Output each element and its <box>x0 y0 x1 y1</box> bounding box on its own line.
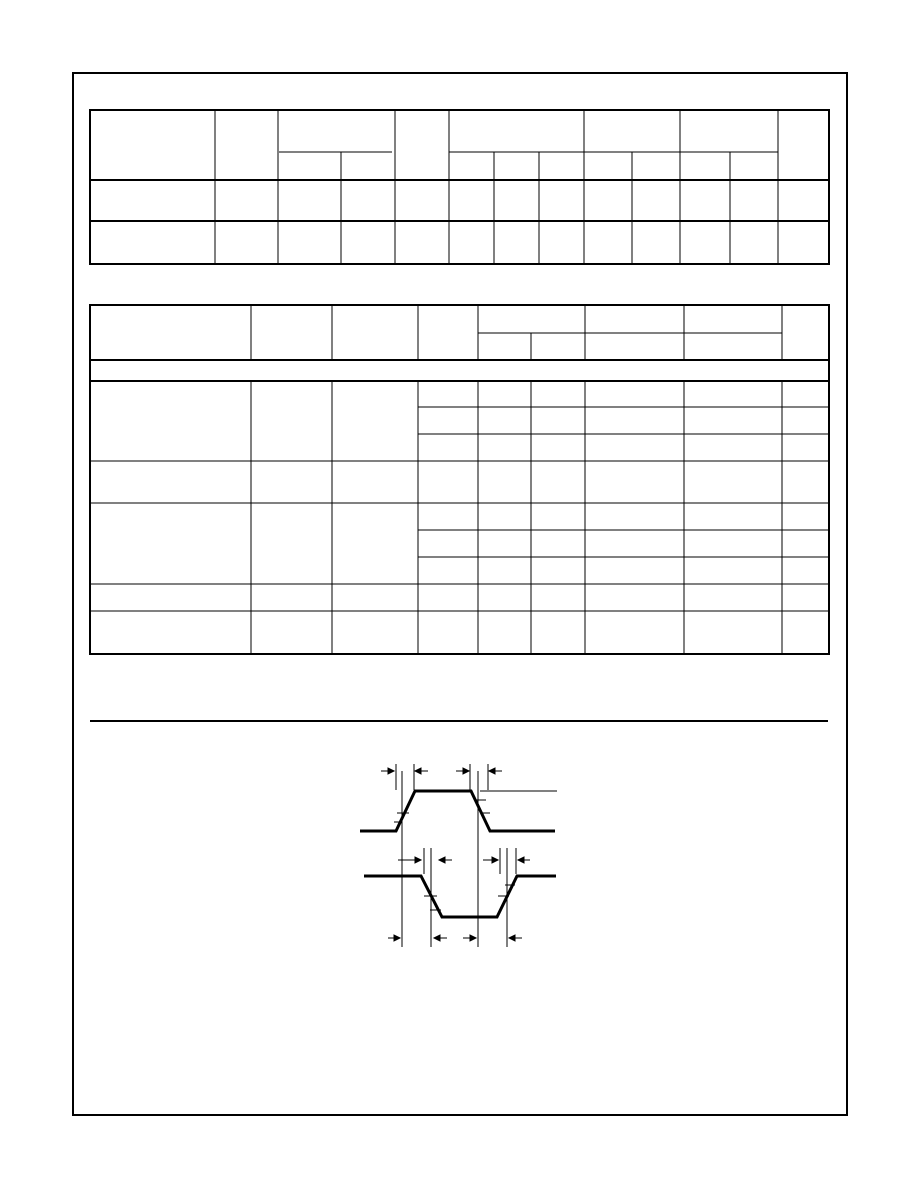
arrow-head <box>394 935 400 941</box>
top-waveform <box>360 791 555 831</box>
arrow-head <box>434 935 440 941</box>
arrow-head <box>463 768 469 774</box>
bottom-waveform <box>364 876 556 917</box>
arrow-head <box>439 857 445 863</box>
arrow-head <box>415 768 421 774</box>
arrow-head <box>509 935 515 941</box>
arrow-head <box>492 857 498 863</box>
arrow-head <box>415 857 421 863</box>
arrow-head <box>388 768 394 774</box>
arrow-head <box>518 857 524 863</box>
arrow-head <box>470 935 476 941</box>
arrow-head <box>489 768 495 774</box>
